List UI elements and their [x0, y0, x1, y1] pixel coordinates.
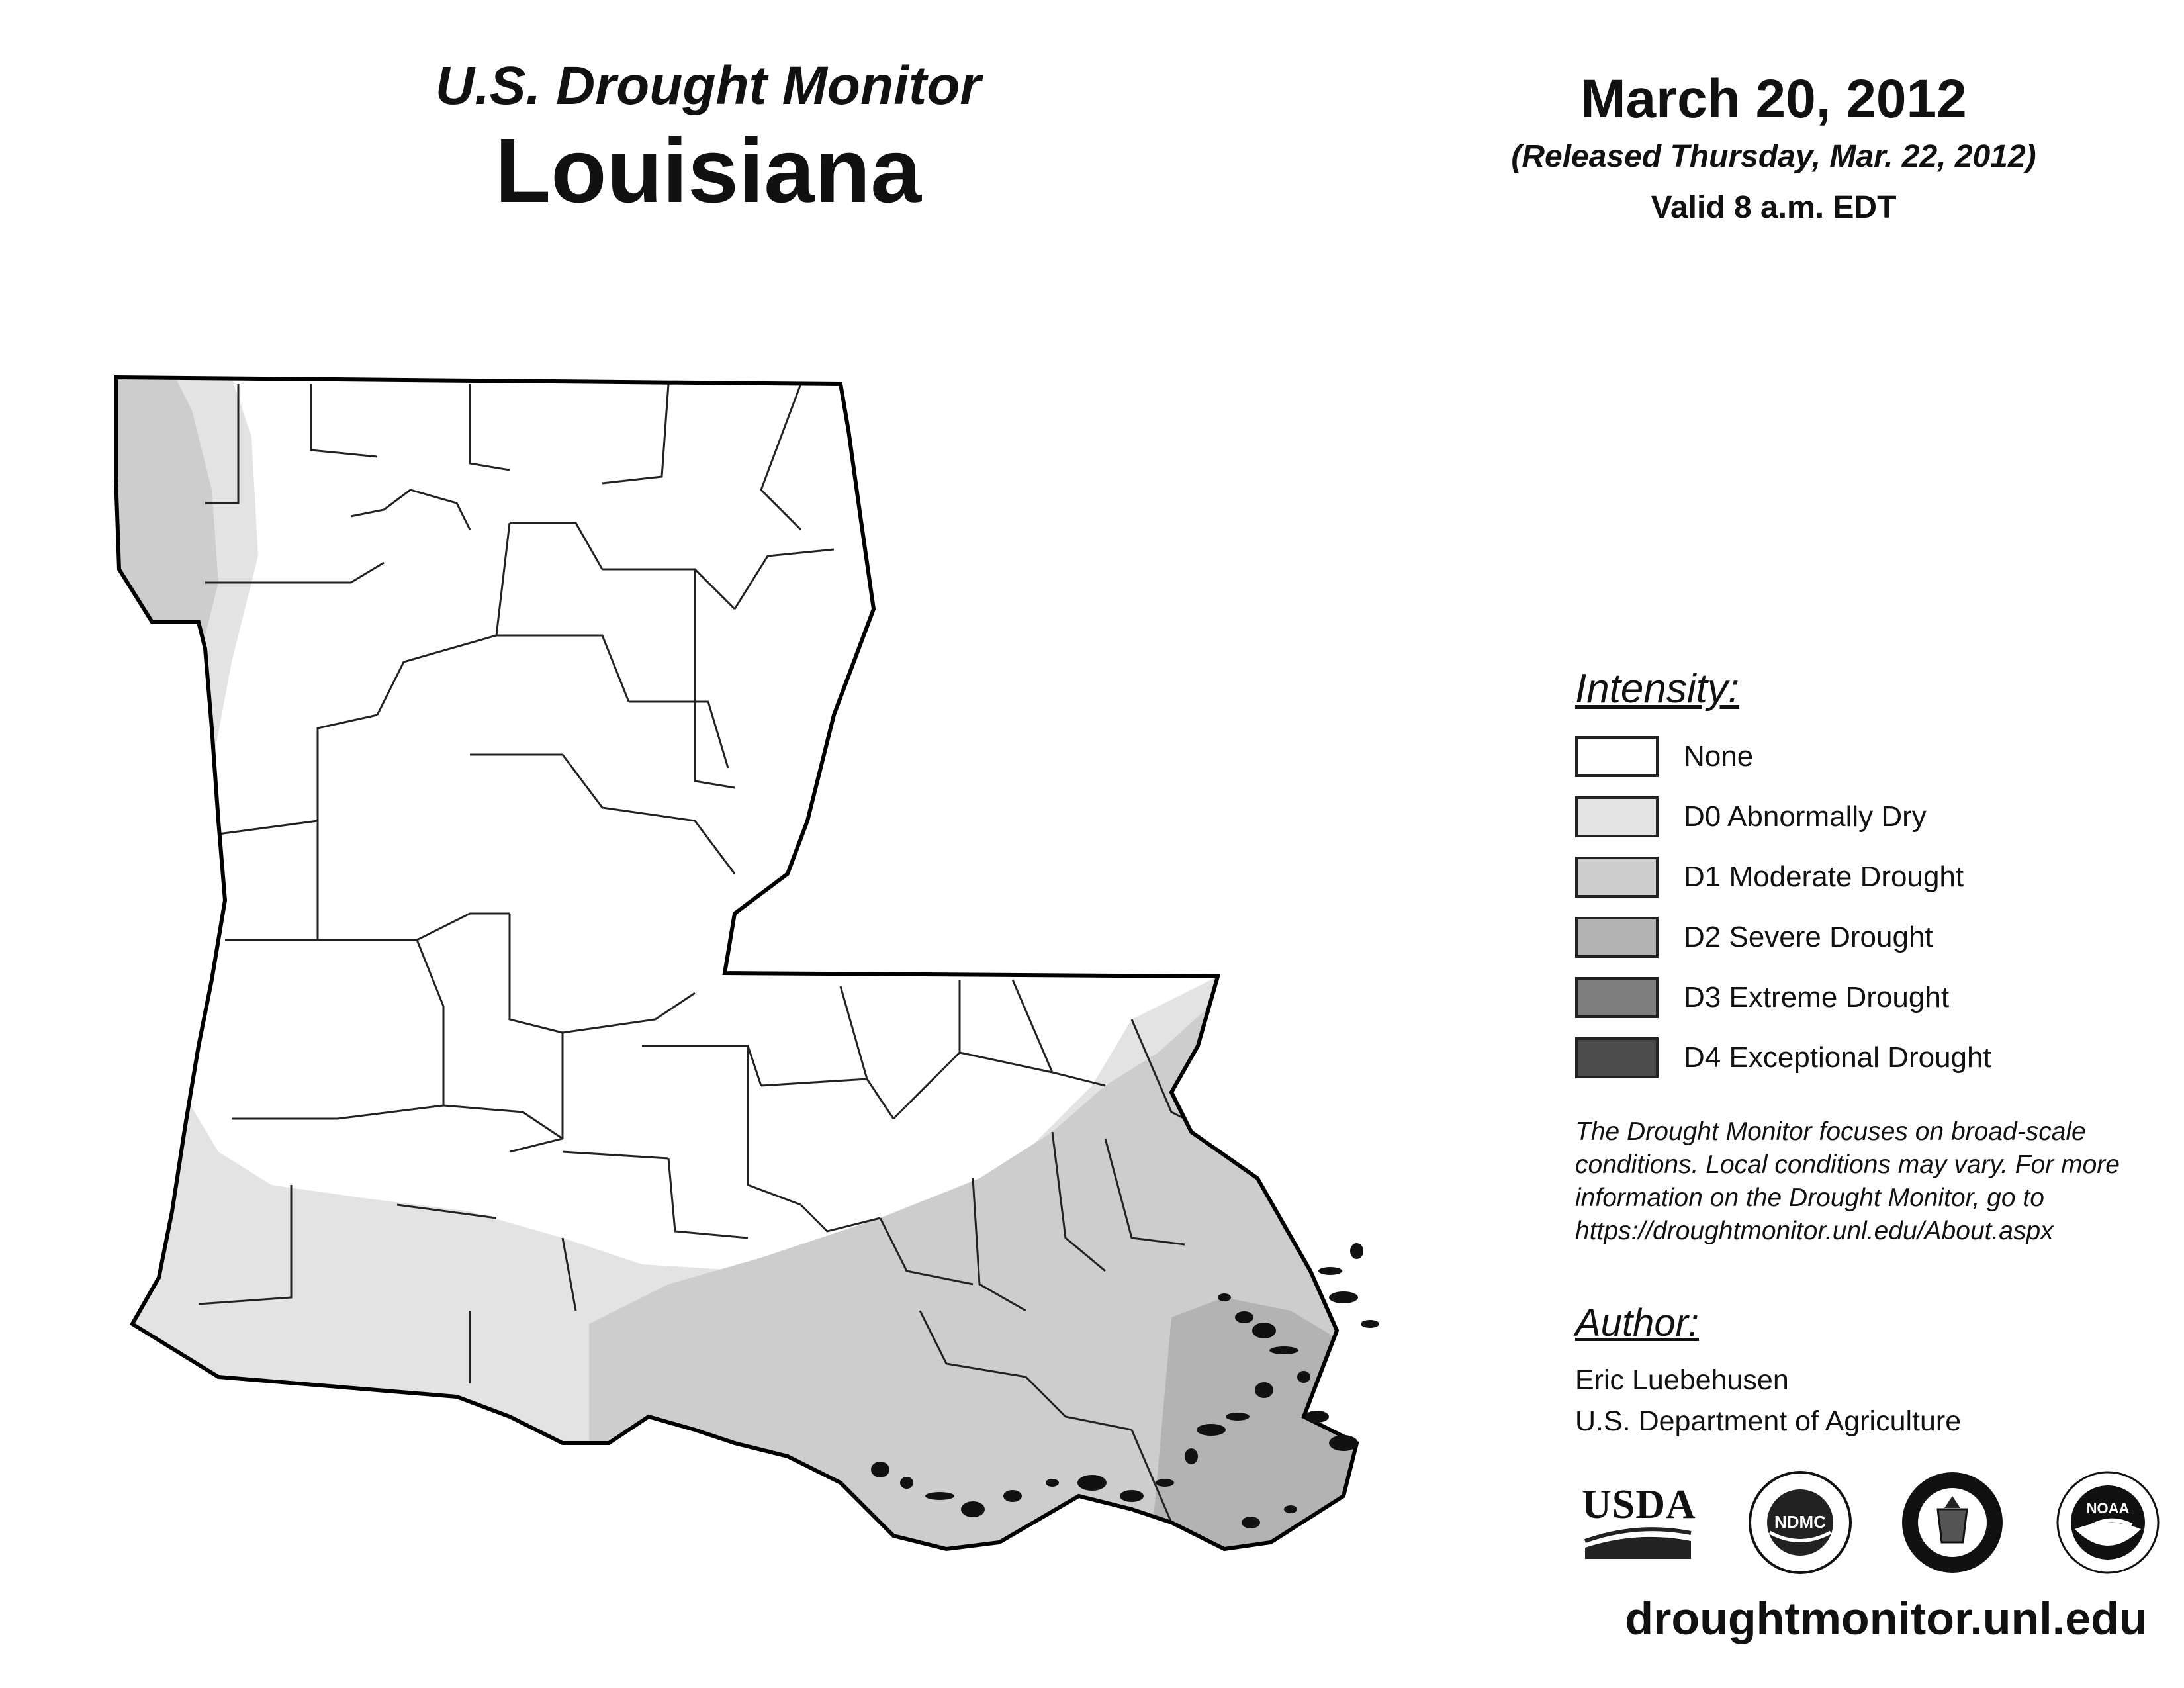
legend-swatch — [1575, 796, 1659, 837]
coastal-island — [1077, 1475, 1107, 1491]
parish-boundary — [338, 1006, 443, 1119]
agency-logos — [1582, 1470, 2164, 1589]
legend-item — [1575, 974, 2171, 1021]
parish-boundary — [510, 914, 563, 1033]
coastal-island — [1350, 1243, 1363, 1259]
coastal-island — [871, 1462, 889, 1477]
coastal-island — [1218, 1293, 1231, 1301]
parish-boundary — [510, 523, 602, 569]
ndmc-logo — [1747, 1470, 1853, 1579]
parish-boundary — [629, 702, 728, 768]
legend-item — [1575, 914, 2171, 961]
legend-label: D4 Exceptional Drought — [1684, 1041, 1991, 1074]
legend-item — [1575, 794, 2171, 840]
legend-swatch — [1575, 736, 1659, 777]
coastal-island — [1305, 1411, 1329, 1423]
website-link[interactable]: droughtmonitor.unl.edu — [1625, 1593, 2148, 1644]
coastal-island — [925, 1492, 954, 1500]
author-name: Eric Luebehusen — [1575, 1364, 1789, 1396]
noaa-logo — [2055, 1470, 2161, 1579]
coastal-island — [1318, 1267, 1342, 1275]
legend-label: D3 Extreme Drought — [1684, 981, 1950, 1013]
coastal-island — [1003, 1490, 1022, 1502]
ndmc-seal-icon — [1747, 1470, 1853, 1575]
legend-swatch — [1575, 1037, 1659, 1078]
parish-boundary — [563, 993, 695, 1033]
legend-label: D1 Moderate Drought — [1684, 861, 1964, 893]
parish-boundary — [563, 1152, 668, 1158]
valid-time: Valid 8 a.m. EDT — [1651, 190, 1897, 226]
parish-boundary — [841, 986, 867, 1079]
author-org: U.S. Department of Agriculture — [1575, 1405, 1962, 1438]
svg-text:NOAA: NOAA — [2086, 1500, 2130, 1517]
parish-boundary — [602, 384, 668, 483]
legend-swatch — [1575, 977, 1659, 1018]
release-date: (Released Thursday, Mar. 22, 2012) — [1511, 139, 2036, 175]
parish-boundary — [642, 1046, 761, 1086]
state-title: Louisiana — [494, 120, 922, 222]
coastal-island — [1226, 1413, 1250, 1421]
parish-boundary — [470, 755, 602, 808]
parish-boundary — [602, 569, 735, 609]
drought-region — [1145, 1297, 1357, 1615]
parish-boundary — [761, 384, 801, 530]
coastal-island — [1361, 1320, 1379, 1328]
parish-boundary — [735, 549, 834, 609]
parish-boundary — [960, 1053, 1052, 1072]
coastal-island — [1046, 1479, 1059, 1487]
brand-title: U.S. Drought Monitor — [435, 56, 981, 116]
legend-label: None — [1684, 740, 1754, 773]
parish-boundary — [496, 635, 629, 702]
parish-boundary — [225, 821, 318, 940]
coastal-island — [1185, 1448, 1198, 1464]
coastal-island — [900, 1477, 913, 1489]
coastal-island — [1269, 1346, 1298, 1354]
legend-items — [1575, 733, 2171, 1081]
parish-boundary — [602, 808, 735, 874]
parish-boundary — [311, 384, 377, 457]
coastal-island — [1255, 1382, 1273, 1398]
coastal-island — [1235, 1311, 1253, 1323]
parish-boundary — [1013, 980, 1105, 1086]
louisiana-map — [99, 357, 1522, 1615]
map-date: March 20, 2012 — [1580, 69, 1967, 129]
coastal-island — [1242, 1517, 1260, 1528]
legend-swatch — [1575, 917, 1659, 958]
legend-item — [1575, 854, 2171, 900]
parish-boundary — [351, 490, 470, 530]
parish-boundary — [443, 1105, 563, 1139]
usda-logo: USDA — [1582, 1470, 1694, 1589]
usda-field-icon — [1582, 1470, 1694, 1589]
coastal-island — [1329, 1435, 1358, 1451]
legend-item — [1575, 1035, 2171, 1081]
legend-swatch — [1575, 857, 1659, 898]
coastal-island — [1252, 1323, 1276, 1338]
svg-text:NDMC: NDMC — [1774, 1512, 1826, 1532]
coastal-island — [1156, 1479, 1174, 1487]
parish-boundary — [417, 914, 510, 940]
commerce-seal-icon — [1899, 1470, 2005, 1575]
parish-boundary — [761, 1079, 893, 1119]
drought-monitor-note: The Drought Monitor focuses on broad-scale conditions. Local conditions may vary. For more information on the Drought Monitor, go to https://droughtmonitor.unl.edu/About.aspx — [1575, 1117, 2120, 1245]
author-block — [1575, 1301, 2171, 1442]
legend-item — [1575, 733, 2171, 780]
noaa-seal-icon — [2055, 1470, 2161, 1575]
legend — [1575, 665, 2171, 1095]
parish-boundary — [218, 715, 377, 834]
parish-boundary — [470, 384, 510, 470]
author-heading: Author: — [1575, 1301, 1699, 1344]
coastal-island — [961, 1501, 985, 1517]
parish-boundary — [377, 523, 510, 715]
coastal-island — [1197, 1424, 1226, 1436]
header-left — [344, 56, 1072, 222]
parish-boundary — [668, 1158, 748, 1238]
legend-heading: Intensity: — [1575, 666, 1740, 712]
legend-label: D0 Abnormally Dry — [1684, 800, 1927, 833]
coastal-island — [1284, 1505, 1297, 1513]
coastal-island — [1120, 1490, 1144, 1502]
coastal-island — [1329, 1291, 1358, 1303]
header-right — [1416, 70, 2131, 226]
commerce-logo — [1899, 1470, 2005, 1579]
legend-label: D2 Severe Drought — [1684, 921, 1933, 953]
parish-boundary — [318, 940, 443, 1006]
coastal-island — [1297, 1371, 1310, 1383]
parish-boundary — [893, 980, 960, 1119]
